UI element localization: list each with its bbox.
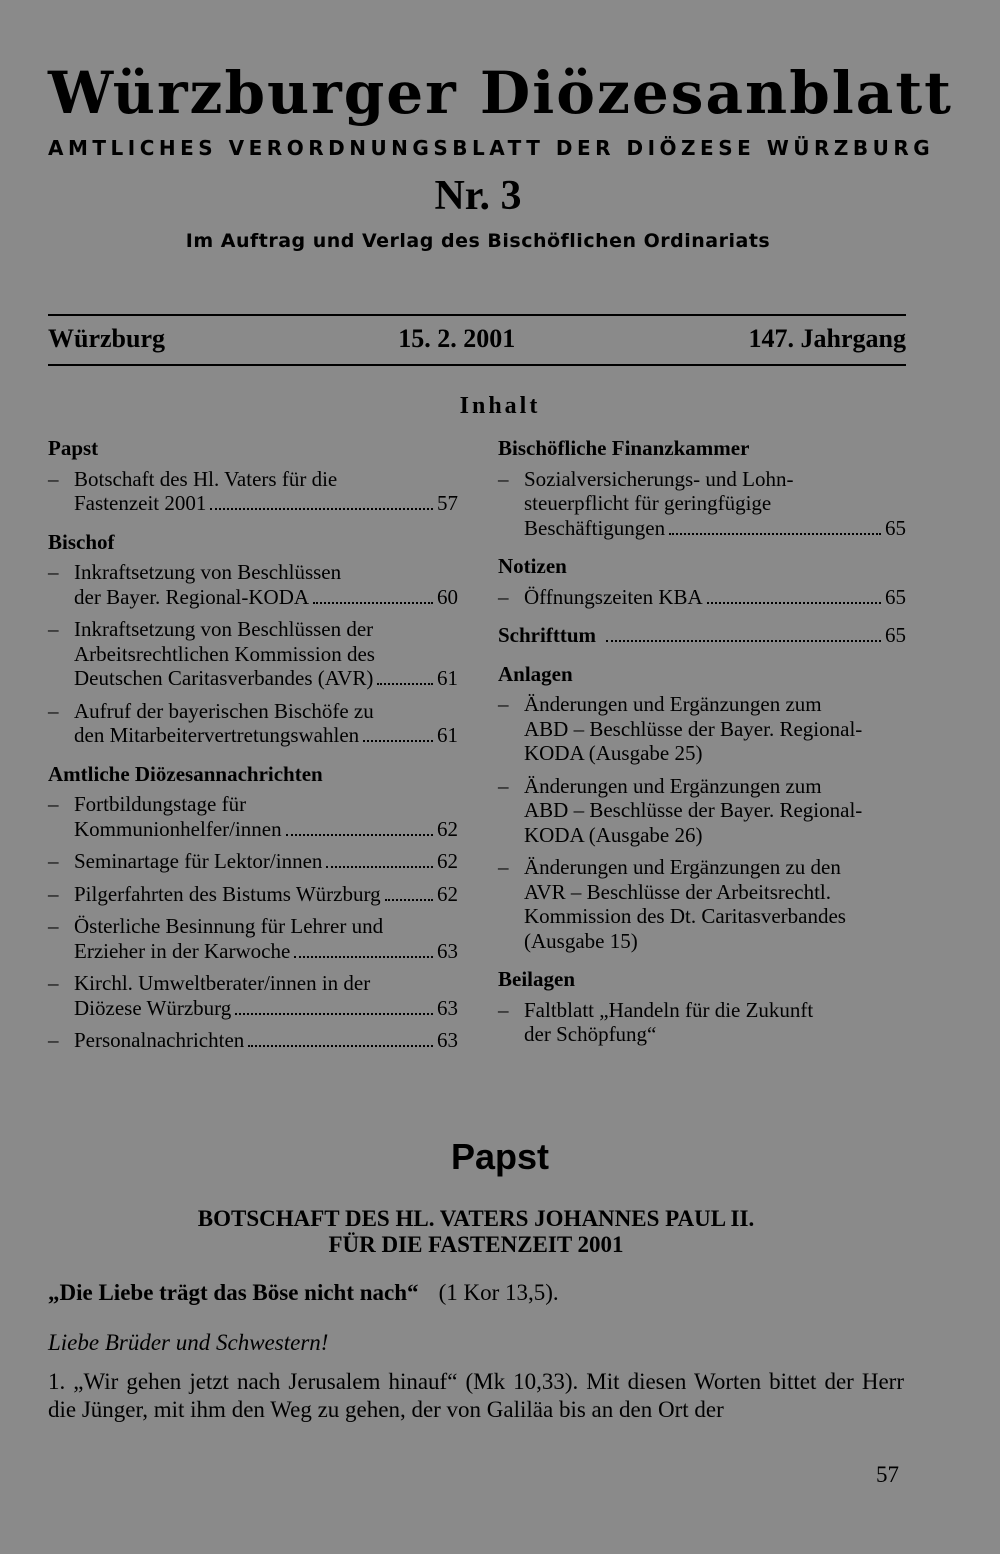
- toc-entry-line: den Mitarbeitervertretungswahlen: [74, 723, 360, 747]
- toc-section-heading: Bischöfliche Finanzkammer: [498, 436, 750, 460]
- dateline-date: 15. 2. 2001: [398, 324, 516, 353]
- quote-reference: (1 Kor 13,5).: [438, 1280, 559, 1305]
- toc-dash: –: [498, 855, 509, 879]
- divider-bottom: [48, 364, 906, 366]
- toc-dash: –: [48, 560, 59, 584]
- toc-section-heading: Papst: [48, 436, 99, 460]
- toc-entry-line: Änderungen und Ergänzungen zum: [524, 692, 822, 716]
- toc-entry: [498, 467, 906, 541]
- toc-dash: –: [48, 698, 59, 723]
- toc-entry-line: der Bayer. Regional-KODA: [74, 584, 310, 609]
- toc-entry-line: Inkraftsetzung von Beschlüssen: [74, 560, 342, 584]
- toc-entry-line: Personalnachrichten: [74, 1028, 245, 1052]
- toc-page-number: 65: [885, 623, 906, 647]
- toc-dash: –: [498, 692, 509, 716]
- toc-dash: –: [48, 971, 59, 995]
- dateline: [48, 324, 906, 354]
- greeting: Liebe Brüder und Schwestern!: [48, 1330, 329, 1355]
- toc-entry-line: ABD – Beschlüsse der Bayer. Regional-: [524, 798, 863, 822]
- toc-entry-line: Seminartage für Lektor/innen: [74, 849, 323, 873]
- toc-dash: –: [48, 881, 59, 906]
- toc-entry-line: Kommunionhelfer/innen: [74, 816, 282, 841]
- toc-entry: [48, 1028, 458, 1053]
- toc-entry: [48, 882, 458, 907]
- toc-entry: [48, 849, 458, 874]
- toc-page-number: 63: [437, 995, 458, 1020]
- toc-page-number: 65: [885, 515, 906, 540]
- toc-entry: [48, 792, 458, 841]
- toc-page-number: 61: [437, 666, 458, 690]
- toc-entry-line: AVR – Beschlüsse der Arbeitsrechtl.: [524, 879, 831, 904]
- toc-section-heading: Beilagen: [498, 967, 575, 991]
- toc-entry-line: Öffnungszeiten KBA: [524, 584, 703, 609]
- toc-page-number: 63: [437, 1028, 458, 1052]
- toc-dash: –: [498, 773, 509, 798]
- dateline-place: Würzburg: [48, 324, 165, 353]
- article-title: [0, 1206, 952, 1258]
- toc-page-number: 65: [885, 584, 906, 609]
- toc-entry: [48, 560, 458, 609]
- dateline-volume: 147. Jahrgang: [748, 324, 906, 353]
- toc-entry-line: Arbeitsrechtlichen Kommission des: [74, 641, 375, 666]
- toc-page-number: 61: [437, 723, 458, 747]
- quote-text: „Die Liebe trägt das Böse nicht nach“: [48, 1280, 419, 1305]
- toc-section-schrifttum: [498, 623, 906, 648]
- toc-entry-line: (Ausgabe 15): [524, 928, 638, 953]
- toc-page-number: 60: [437, 584, 458, 609]
- toc-dash: –: [48, 849, 59, 873]
- toc-entry-line: Kirchl. Umweltberater/innen in der: [74, 971, 371, 995]
- toc-section-heading: Anlagen: [498, 661, 573, 686]
- toc-page-number: 62: [437, 849, 458, 873]
- section-heading: Papst: [450, 1136, 550, 1177]
- divider-top: [48, 314, 906, 316]
- toc-section-heading: Notizen: [498, 554, 567, 578]
- toc-entry-line: Fastenzeit 2001: [74, 491, 207, 515]
- toc-dash: –: [48, 792, 59, 816]
- toc-entry-line: steuerpflicht für geringfügige: [524, 491, 772, 515]
- masthead: [48, 58, 953, 252]
- toc-left-column: [48, 436, 458, 1061]
- toc-page-number: 57: [437, 491, 458, 515]
- toc-entry: [498, 585, 906, 610]
- toc-right-column: [498, 436, 906, 1055]
- toc-entry-line: Kommission des Dt. Caritasverbandes: [524, 904, 846, 928]
- toc-entry-line: Sozialversicherungs- und Lohn-: [524, 466, 794, 491]
- toc-dash: –: [48, 1028, 59, 1052]
- body-paragraph: 1. „Wir gehen jetzt nach Jerusalem hinauf“ (Mk 10,33). Mit diesen Worten bittet der Herr die Jünger, mit ihm den Weg zu gehen, der von Galiläa bis an den Ort der: [48, 1369, 904, 1422]
- toc-dash: –: [48, 617, 59, 641]
- article-title-line: FÜR DIE FASTENZEIT 2001: [328, 1232, 624, 1257]
- toc-entry-line: Änderungen und Ergänzungen zu den: [524, 855, 841, 879]
- toc-dash: –: [498, 997, 509, 1022]
- toc-heading: Inhalt: [459, 393, 541, 419]
- toc-entry-line: Aufruf der bayerischen Bischöfe zu: [74, 698, 374, 723]
- masthead-title: Würzburger Diözesanblatt: [48, 59, 953, 127]
- toc-entry-line: Inkraftsetzung von Beschlüssen der: [74, 617, 374, 641]
- toc-entry-line: Änderungen und Ergänzungen zum: [524, 773, 822, 798]
- toc-entry: [48, 467, 458, 516]
- toc-page-number: 62: [437, 881, 458, 906]
- publisher-line: Im Auftrag und Verlag des Bischöflichen Ordinariats: [185, 230, 771, 252]
- toc-dash: –: [48, 466, 59, 491]
- toc-entry: [498, 774, 906, 848]
- toc-section-heading: Schrifttum: [498, 623, 596, 647]
- toc-entry-line: Pilgerfahrten des Bistums Würzburg: [74, 881, 381, 906]
- toc-entry-line: Botschaft des Hl. Vaters für die: [74, 466, 338, 491]
- toc-entry: [498, 998, 906, 1047]
- toc-dash: –: [498, 584, 509, 609]
- toc-entry-line: Diözese Würzburg: [74, 995, 232, 1020]
- toc-entry-line: KODA (Ausgabe 26): [524, 822, 703, 847]
- scripture-quote: [48, 1280, 559, 1306]
- toc-entry-line: Erzieher in der Karwoche: [74, 938, 291, 963]
- toc-entry: [48, 914, 458, 963]
- toc-section-heading: Amtliche Diözesannachrichten: [48, 761, 323, 786]
- issue-number: Nr. 3: [434, 173, 522, 219]
- toc-entry: [498, 692, 906, 766]
- toc-section-heading: Bischof: [48, 529, 115, 554]
- toc-entry-line: Beschäftigungen: [524, 515, 666, 540]
- toc-page-number: 62: [437, 816, 458, 841]
- page-number: 57: [876, 1462, 899, 1487]
- toc-entry-line: der Schöpfung“: [524, 1022, 657, 1046]
- toc-entry: [498, 855, 906, 953]
- toc-entry-line: KODA (Ausgabe 25): [524, 741, 703, 765]
- toc-page-number: 63: [437, 938, 458, 963]
- toc-entry-line: Deutschen Caritasverbandes (AVR): [74, 666, 374, 690]
- toc-entry-line: Fortbildungstage für: [74, 792, 247, 816]
- toc-entry-line: Faltblatt „Handeln für die Zukunft: [524, 997, 814, 1022]
- toc-dash: –: [48, 914, 59, 938]
- toc-entry-line: Österliche Besinnung für Lehrer und: [74, 914, 384, 938]
- article-title-line: BOTSCHAFT DES HL. VATERS JOHANNES PAUL II.: [197, 1206, 755, 1231]
- toc-entry-line: ABD – Beschlüsse der Bayer. Regional-: [524, 716, 863, 741]
- toc-entry: [48, 971, 458, 1020]
- toc-entry: [48, 699, 458, 748]
- masthead-subtitle: AMTLICHES VERORDNUNGSBLATT DER DIÖZESE WÜRZBURG: [48, 136, 935, 160]
- toc-entry: [48, 617, 458, 691]
- toc-dash: –: [498, 466, 509, 491]
